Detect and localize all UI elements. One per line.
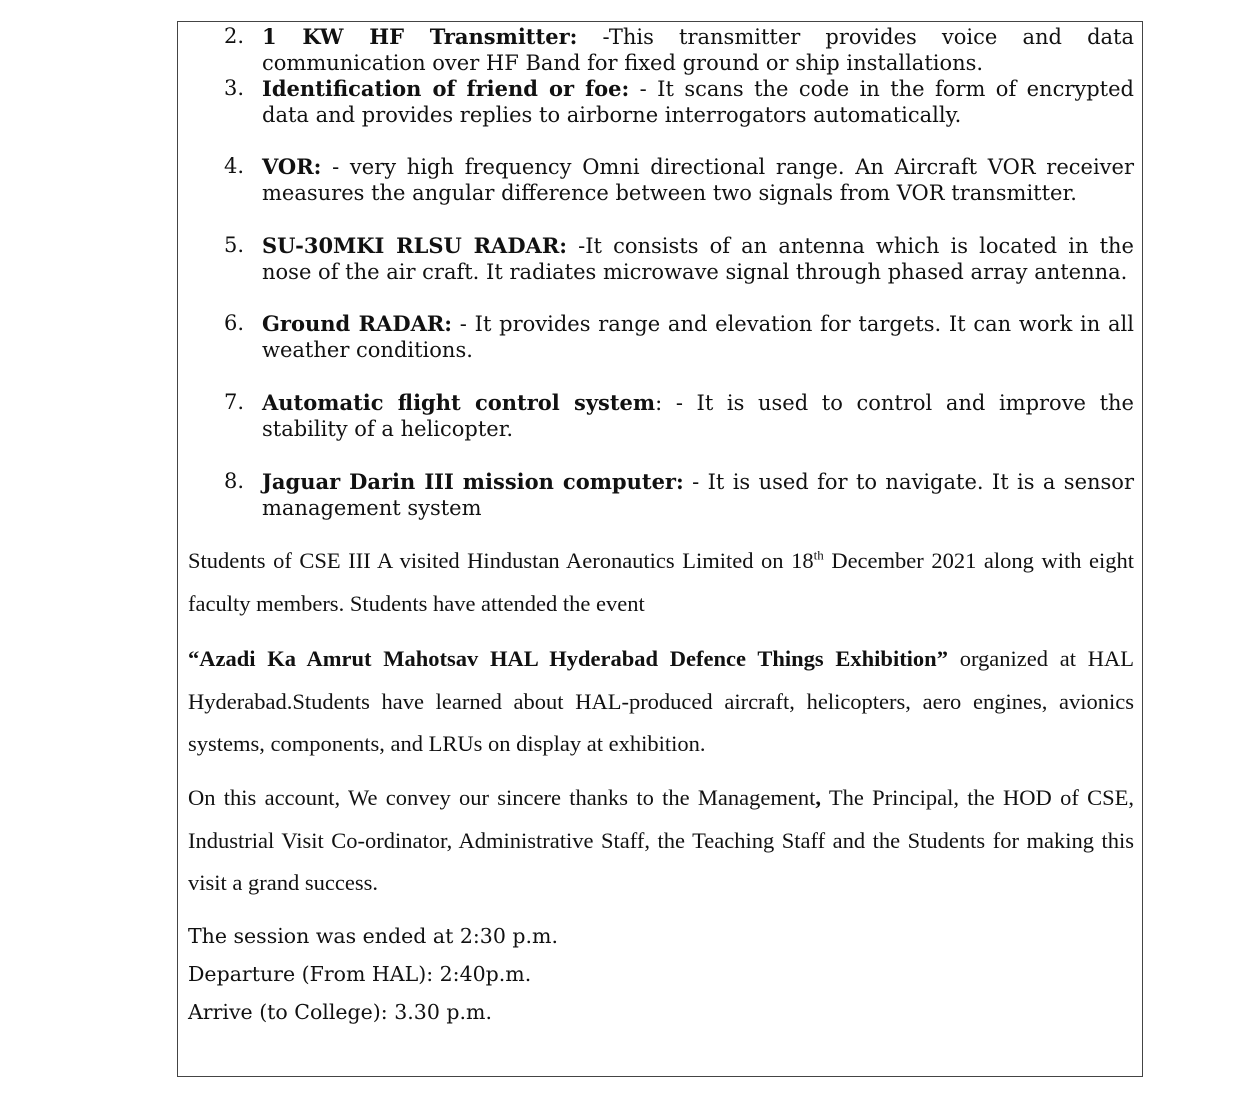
thanks-text-continued: The Principal, the HOD of CSE, Industrial Visit Co-ordinator, Administrative Staff, the Teaching Staff and the Students for making this visit a grand success.: [188, 785, 1134, 895]
list-number: 4.: [224, 154, 245, 178]
departure-time: Departure (From HAL): 2:40p.m.: [188, 962, 532, 986]
item-title: Automatic flight control system: [262, 390, 656, 415]
session-end: The session was ended at 2:30 p.m.: [188, 924, 558, 948]
list-item: [224, 154, 1134, 206]
list-item: [224, 24, 1134, 76]
visit-paragraph: [188, 540, 1134, 625]
item-text: -This transmitter provides voice and data communication over HF Band for fixed ground or ship installations.: [262, 25, 1134, 75]
date-suffix: th: [813, 547, 824, 563]
item-title: VOR:: [262, 154, 322, 179]
exhibition-title: “Azadi Ka Amrut Mahotsav HAL Hyderabad Defence Things Exhibition”: [188, 646, 948, 671]
document-page: [177, 21, 1143, 1077]
list-number: 8.: [224, 469, 245, 493]
thanks-paragraph: [188, 777, 1134, 905]
visit-text-continued: December 2021 along with eight faculty members. Students have attended the event: [188, 548, 1134, 616]
visit-text: Students of CSE III A visited Hindustan Aeronautics Limited on 18: [188, 548, 814, 573]
list-number: 3.: [224, 76, 245, 100]
item-title: Ground RADAR:: [262, 311, 453, 336]
item-title: Jaguar Darin III mission computer:: [262, 469, 684, 494]
arrival-time: Arrive (to College): 3.30 p.m.: [188, 1000, 492, 1024]
item-title: SU-30MKI RLSU RADAR:: [262, 233, 568, 258]
thanks-comma: ,: [815, 785, 821, 810]
item-title: Identification of friend or foe:: [262, 76, 630, 101]
item-title: 1 KW HF Transmitter:: [262, 24, 578, 49]
list-item: [224, 233, 1134, 285]
thanks-text: On this account, We convey our sincere thanks to the Management: [188, 785, 816, 810]
list-number: 5.: [224, 233, 245, 257]
item-text: : - It is used to control and improve the stability of a helicopter.: [262, 391, 1134, 441]
item-text: - very high frequency Omni directional range. An Aircraft VOR receiver measures the angular difference between two signals from VOR transmitter.: [262, 155, 1134, 205]
list-number: 6.: [224, 311, 245, 335]
list-item: [224, 311, 1134, 363]
exhibition-text: organized at HAL Hyderabad.Students have learned about HAL-produced aircraft, helicopters, aero engines, avionics systems, components, and LRUs on display at exhibition.: [188, 646, 1134, 756]
exhibition-paragraph: [188, 638, 1134, 766]
item-text: - It is used for to navigate. It is a sensor management system: [262, 470, 1134, 520]
list-item: [224, 390, 1134, 442]
item-text: - It scans the code in the form of encrypted data and provides replies to airborne interrogators automatically.: [262, 77, 1134, 127]
item-text: - It provides range and elevation for targets. It can work in all weather conditions.: [262, 312, 1134, 362]
list-number: 7.: [224, 390, 245, 414]
list-item: [224, 469, 1134, 521]
list-number: 2.: [224, 24, 245, 48]
list-item: [224, 76, 1134, 128]
item-text: -It consists of an antenna which is located in the nose of the air craft. It radiates microwave signal through phased array antenna.: [262, 234, 1134, 284]
